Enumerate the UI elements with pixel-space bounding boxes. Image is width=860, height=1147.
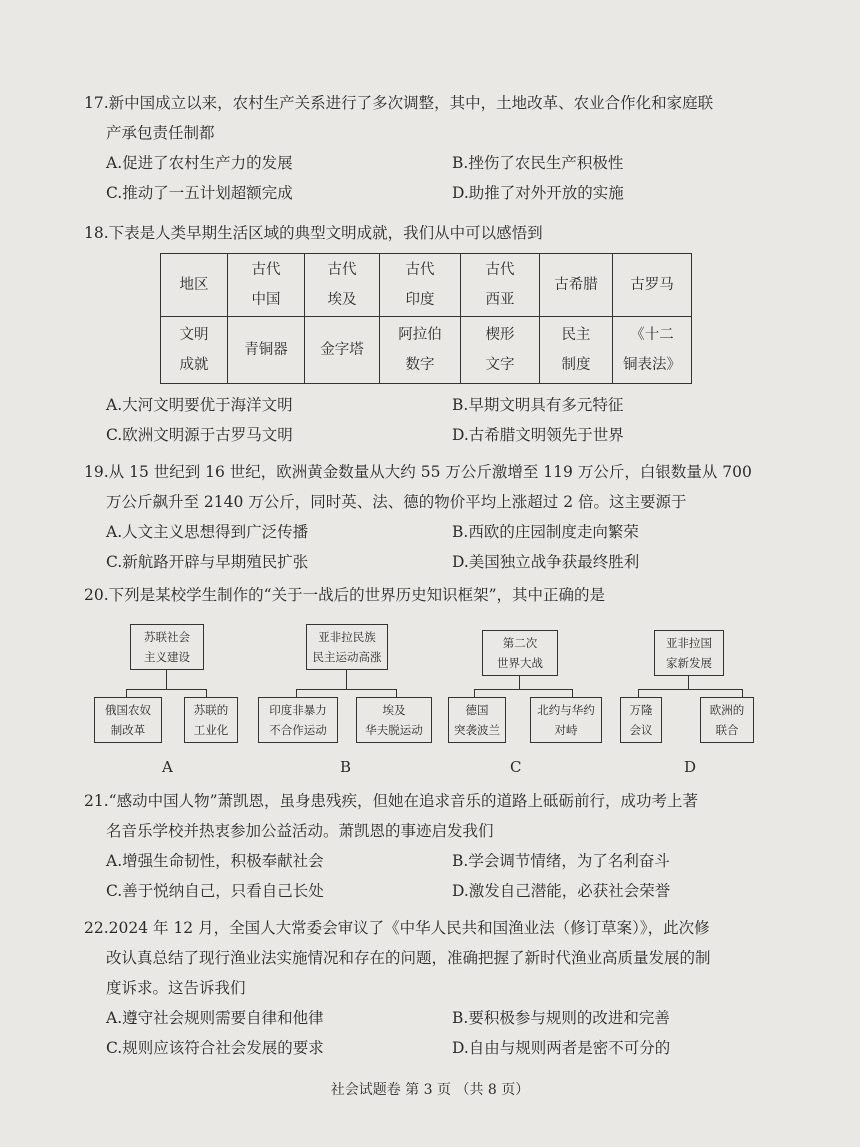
framework-c-left: 德国 突袭波兰 [448, 697, 506, 743]
question-17 [84, 88, 784, 208]
q21-stem-line1: 21.“感动中国人物”萧凯恩，虽身患残疾，但她在追求音乐的道路上砥砺前行，成功考上著 [84, 792, 699, 810]
table-cell-region: 古代 埃及 [305, 254, 380, 317]
framework-c[interactable] [444, 620, 604, 790]
framework-a-label: A [162, 758, 173, 776]
q18-stem: 18.下表是人类早期生活区域的典型文明成就，我们从中可以感悟到 [84, 224, 543, 242]
question-21 [84, 786, 784, 906]
framework-d-label: D [684, 758, 697, 776]
question-18-stem [84, 218, 784, 248]
q22-option-b[interactable]: B.要积极参与规则的改进和完善 [452, 1009, 670, 1027]
framework-b-label: B [340, 758, 352, 776]
q17-stem-line1: 17.新中国成立以来，农村生产关系进行了多次调整，其中，土地改革、农业合作化和家庭联 [84, 94, 714, 112]
q18-option-c[interactable]: C.欧洲文明源于古罗马文明 [106, 426, 293, 444]
q22-stem-line1: 22.2024 年 12 月，全国人大常委会审议了《中华人民共和国渔业法（修订草案）》，此次修 [84, 919, 710, 937]
q22-option-d[interactable]: D.自由与规则两者是密不可分的 [452, 1039, 671, 1057]
framework-b-right: 埃及 华夫脱运动 [356, 697, 432, 743]
q21-option-a[interactable]: A.增强生命韧性，积极奉献社会 [106, 852, 324, 870]
question-19 [84, 457, 784, 577]
framework-d-left: 万隆 会议 [620, 697, 662, 743]
page-footer: 社会试题卷 第 3 页 （共 8 页） [330, 1082, 530, 1098]
framework-d-right: 欧洲的 联合 [700, 697, 754, 743]
q19-option-d[interactable]: D.美国独立战争获最终胜利 [452, 553, 640, 571]
framework-b[interactable] [254, 620, 434, 790]
question-20-stem [84, 580, 784, 610]
table-cell-region: 古代 西亚 [461, 254, 540, 317]
table-cell-achievement: 阿拉伯 数字 [380, 317, 461, 384]
framework-b-top: 亚非拉民族 民主运动高涨 [306, 624, 388, 670]
table-header-region: 地区 [161, 254, 228, 317]
q17-option-a[interactable]: A.促进了农村生产力的发展 [106, 154, 293, 172]
q22-stem-line2: 改认真总结了现行渔业法实施情况和存在的问题，准确把握了新时代渔业高质量发展的制 [106, 949, 711, 967]
civilization-table [160, 253, 692, 384]
q19-option-a[interactable]: A.人文主义思想得到广泛传播 [106, 523, 309, 541]
q22-option-a[interactable]: A.遵守社会规则需要自律和他律 [106, 1009, 324, 1027]
table-cell-achievement: 青铜器 [228, 317, 305, 384]
q18-option-d[interactable]: D.古希腊文明领先于世界 [452, 426, 624, 444]
q19-option-b[interactable]: B.西欧的庄园制度走向繁荣 [452, 523, 639, 541]
framework-c-label: C [510, 758, 522, 776]
q21-stem-line2: 名音乐学校并热衷参加公益活动。萧凯恩的事迹启发我们 [106, 822, 494, 840]
q22-option-c[interactable]: C.规则应该符合社会发展的要求 [106, 1039, 324, 1057]
framework-a-top: 苏联社会 主义建设 [130, 624, 204, 670]
framework-c-top: 第二次 世界大战 [482, 630, 558, 676]
q18-option-b[interactable]: B.早期文明具有多元特征 [452, 396, 624, 414]
q21-option-d[interactable]: D.激发自己潜能，必获社会荣誉 [452, 882, 671, 900]
table-cell-achievement: 金字塔 [305, 317, 380, 384]
table-header-achievement: 文明 成就 [161, 317, 228, 384]
q17-option-c[interactable]: C.推动了一五计划超额完成 [106, 184, 293, 202]
q17-stem-line2: 产承包责任制都 [106, 124, 215, 142]
framework-d-top: 亚非拉国 家新发展 [654, 630, 724, 676]
table-cell-achievement: 民主 制度 [540, 317, 613, 384]
q17-option-d[interactable]: D.助推了对外开放的实施 [452, 184, 624, 202]
framework-b-left: 印度非暴力 不合作运动 [258, 697, 338, 743]
q20-stem: 20.下列是某校学生制作的“关于一战后的世界历史知识框架”，其中正确的是 [84, 586, 606, 604]
framework-d[interactable] [618, 620, 768, 790]
framework-a[interactable] [90, 620, 250, 790]
table-cell-region: 古代 中国 [228, 254, 305, 317]
framework-a-right: 苏联的 工业化 [184, 697, 238, 743]
question-22 [84, 913, 784, 1063]
q17-option-b[interactable]: B.挫伤了农民生产积极性 [452, 154, 624, 172]
table-cell-achievement: 《十二 铜表法》 [613, 317, 692, 384]
q19-stem-line2: 万公斤飙升至 2140 万公斤，同时英、法、德的物价平均上涨超过 2 倍。这主要源于 [106, 493, 687, 511]
framework-c-right: 北约与华约 对峙 [530, 697, 602, 743]
q21-option-b[interactable]: B.学会调节情绪，为了名利奋斗 [452, 852, 670, 870]
table-cell-region: 古代 印度 [380, 254, 461, 317]
q21-option-c[interactable]: C.善于悦纳自己，只看自己长处 [106, 882, 324, 900]
table-cell-region: 古罗马 [613, 254, 692, 317]
q19-option-c[interactable]: C.新航路开辟与早期殖民扩张 [106, 553, 309, 571]
framework-a-left: 俄国农奴 制改革 [94, 697, 162, 743]
q22-stem-line3: 度诉求。这告诉我们 [106, 979, 246, 997]
q19-stem-line1: 19.从 15 世纪到 16 世纪，欧洲黄金数量从大约 55 万公斤激增至 119 万公斤，白银数量从 700 [84, 463, 752, 481]
question-18-options [84, 390, 784, 450]
q18-option-a[interactable]: A.大河文明要优于海洋文明 [106, 396, 293, 414]
table-cell-achievement: 楔形 文字 [461, 317, 540, 384]
table-cell-region: 古希腊 [540, 254, 613, 317]
